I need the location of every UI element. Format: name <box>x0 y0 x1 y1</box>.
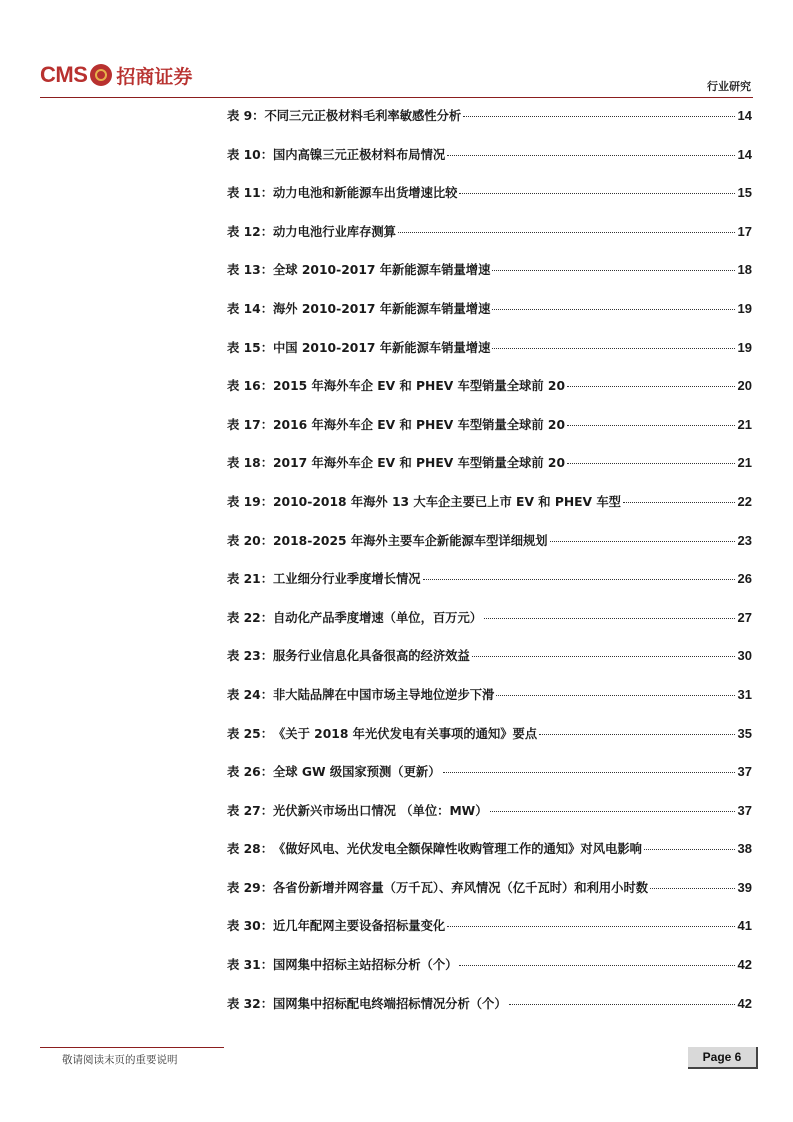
toc-dot-leader <box>423 579 735 580</box>
toc-entry-number: 表 11： <box>227 186 273 201</box>
toc-dot-leader <box>447 155 734 156</box>
toc-entry-title: 全球 2010-2017 年新能源车销量增速 <box>273 263 491 278</box>
toc-entry-page: 42 <box>737 957 752 973</box>
toc-entry[interactable] <box>227 838 752 877</box>
toc-entry-number: 表 25： <box>227 726 273 741</box>
toc-entry[interactable] <box>227 954 752 993</box>
toc-entry-title: 中国 2010-2017 年新能源车销量增速 <box>273 340 491 355</box>
toc-entry[interactable] <box>227 414 752 453</box>
toc-entry-page: 20 <box>737 378 752 394</box>
toc-entry[interactable] <box>227 993 752 1032</box>
toc-entry-page: 39 <box>737 879 752 895</box>
logo-emblem-icon <box>90 64 112 86</box>
toc-entry-page: 30 <box>737 648 752 664</box>
section-label: 行业研究 <box>707 80 751 93</box>
toc-entry-title: 2015 年海外车企 EV 和 PHEV 车型销量全球前 20 <box>273 379 566 394</box>
toc-entry-page: 17 <box>737 223 752 239</box>
toc-entry[interactable] <box>227 915 752 954</box>
toc-entry-title: 2017 年海外车企 EV 和 PHEV 车型销量全球前 20 <box>273 456 566 471</box>
toc-dot-leader <box>539 734 734 735</box>
toc-entry-title: 动力电池行业库存测算 <box>273 224 396 239</box>
toc-entry[interactable] <box>227 645 752 684</box>
toc-entry-number: 表 24： <box>227 687 273 702</box>
toc-entry[interactable] <box>227 182 752 221</box>
toc-entry[interactable] <box>227 684 752 723</box>
toc-entry[interactable] <box>227 144 752 183</box>
toc-entry[interactable] <box>227 800 752 839</box>
toc-entry-number: 表 26： <box>227 765 273 780</box>
toc-entry-title: 《关于 2018 年光伏发电有关事项的通知》要点 <box>273 726 538 741</box>
toc-dot-leader <box>443 772 735 773</box>
toc-entry-number: 表 18： <box>227 456 273 471</box>
toc-entry-page: 19 <box>737 339 752 355</box>
toc-entry-page: 26 <box>737 571 752 587</box>
toc-entry-title: 各省份新增并网容量（万千瓦）、弃风情况（亿千瓦时）和利用小时数 <box>273 880 649 895</box>
toc-entry[interactable] <box>227 877 752 916</box>
toc-dot-leader <box>490 811 735 812</box>
toc-entry-title: 2016 年海外车企 EV 和 PHEV 车型销量全球前 20 <box>273 417 566 432</box>
toc-entry-page: 37 <box>737 764 752 780</box>
toc-entry-number: 表 22： <box>227 610 273 625</box>
toc-entry-title: 海外 2010-2017 年新能源车销量增速 <box>273 301 491 316</box>
toc-entry-number: 表 14： <box>227 301 273 316</box>
toc-entry-number: 表 32： <box>227 996 273 1011</box>
company-logo <box>40 60 192 90</box>
toc-dot-leader <box>398 232 735 233</box>
toc-entry[interactable] <box>227 337 752 376</box>
toc-entry[interactable] <box>227 761 752 800</box>
toc-entry-number: 表 12： <box>227 224 273 239</box>
toc-entry[interactable] <box>227 105 752 144</box>
toc-entry[interactable] <box>227 375 752 414</box>
toc-entry-number: 表 16： <box>227 379 273 394</box>
toc-dot-leader <box>484 618 734 619</box>
toc-entry-title: 工业细分行业季度增长情况 <box>273 572 421 587</box>
toc-entry-title: 《做好风电、光伏发电全额保障性收购管理工作的通知》对风电影响 <box>273 842 642 857</box>
toc-entry-title: 光伏新兴市场出口情况 （单位：MW） <box>273 803 488 818</box>
toc-entry-title: 国网集中招标配电终端招标情况分析（个） <box>273 996 507 1011</box>
toc-entry-page: 42 <box>737 995 752 1011</box>
toc-entry-page: 27 <box>737 609 752 625</box>
toc-entry-page: 22 <box>737 493 752 509</box>
toc-dot-leader <box>472 656 735 657</box>
footer-divider <box>40 1047 224 1048</box>
toc-dot-leader <box>567 386 735 387</box>
toc-dot-leader <box>644 849 735 850</box>
toc-entry-page: 38 <box>737 841 752 857</box>
toc-dot-leader <box>567 425 735 426</box>
toc-entry[interactable] <box>227 298 752 337</box>
toc-entry-number: 表 9： <box>227 109 265 123</box>
toc-entry-title: 动力电池和新能源车出货增速比较 <box>273 186 458 201</box>
toc-dot-leader <box>492 348 734 349</box>
toc-dot-leader <box>459 193 734 194</box>
toc-entry-number: 表 31： <box>227 958 273 973</box>
toc-entry-title: 非大陆品牌在中国市场主导地位逆步下滑 <box>273 687 495 702</box>
page-number: Page 6 <box>688 1047 758 1069</box>
toc-dot-leader <box>509 1004 735 1005</box>
header-divider <box>40 97 753 98</box>
toc-dot-leader <box>463 116 734 117</box>
toc-entry-number: 表 13： <box>227 263 273 278</box>
toc-entry[interactable] <box>227 491 752 530</box>
toc-entry-title: 国内高镍三元正极材料布局情况 <box>273 147 446 162</box>
toc-entry-number: 表 21： <box>227 572 273 587</box>
toc-entry-page: 21 <box>737 455 752 471</box>
toc-entry-title: 服务行业信息化具备很高的经济效益 <box>273 649 470 664</box>
toc-entry[interactable] <box>227 221 752 260</box>
toc-dot-leader <box>650 888 734 889</box>
toc-dot-leader <box>550 541 735 542</box>
toc-entry-page: 31 <box>737 686 752 702</box>
toc-entry-page: 19 <box>737 300 752 316</box>
toc-dot-leader <box>447 926 734 927</box>
toc-entry[interactable] <box>227 452 752 491</box>
toc-entry-page: 21 <box>737 416 752 432</box>
toc-entry-page: 15 <box>737 185 752 201</box>
toc-entry-number: 表 28： <box>227 842 273 857</box>
toc-entry[interactable] <box>227 530 752 569</box>
toc-entry-page: 37 <box>737 802 752 818</box>
toc-entry-number: 表 27： <box>227 803 273 818</box>
toc-entry-page: 35 <box>737 725 752 741</box>
toc-entry-number: 表 20： <box>227 533 273 548</box>
toc-entry[interactable] <box>227 259 752 298</box>
toc-dot-leader <box>492 270 734 271</box>
toc-entry-number: 表 17： <box>227 417 273 432</box>
toc-entry-title: 自动化产品季度增速（单位，百万元） <box>273 610 483 625</box>
toc-dot-leader <box>567 463 735 464</box>
toc-entry[interactable] <box>227 607 752 646</box>
toc-entry-number: 表 23： <box>227 649 273 664</box>
toc-dot-leader <box>623 502 735 503</box>
toc-entry-page: 18 <box>737 262 752 278</box>
toc-entry-title: 不同三元正极材料毛利率敏感性分析 <box>264 109 462 123</box>
toc-entry[interactable] <box>227 723 752 762</box>
toc-entry-number: 表 15： <box>227 340 273 355</box>
table-of-contents <box>227 105 752 1031</box>
toc-entry-page: 23 <box>737 532 752 548</box>
toc-entry-number: 表 30： <box>227 919 273 934</box>
toc-entry-page: 14 <box>737 108 752 123</box>
toc-entry-title: 2018-2025 年海外主要车企新能源车型详细规划 <box>273 533 548 548</box>
toc-dot-leader <box>496 695 734 696</box>
toc-dot-leader <box>459 965 734 966</box>
toc-entry-number: 表 19： <box>227 494 273 509</box>
toc-entry-title: 国网集中招标主站招标分析（个） <box>273 958 458 973</box>
toc-entry-title: 近几年配网主要设备招标量变化 <box>273 919 446 934</box>
toc-entry-title: 全球 GW 级国家预测（更新） <box>273 765 441 780</box>
toc-dot-leader <box>492 309 734 310</box>
toc-entry-page: 41 <box>737 918 752 934</box>
toc-entry-title: 2010-2018 年海外 13 大车企主要已上市 EV 和 PHEV 车型 <box>273 494 621 509</box>
toc-entry-number: 表 10： <box>227 147 273 162</box>
logo-text: CMS <box>40 62 88 87</box>
toc-entry[interactable] <box>227 568 752 607</box>
disclaimer-note: 敬请阅读末页的重要说明 <box>62 1054 178 1066</box>
toc-entry-number: 表 29： <box>227 880 273 895</box>
toc-entry-page: 14 <box>737 146 752 162</box>
logo-chinese-name: 招商证券 <box>116 65 193 88</box>
